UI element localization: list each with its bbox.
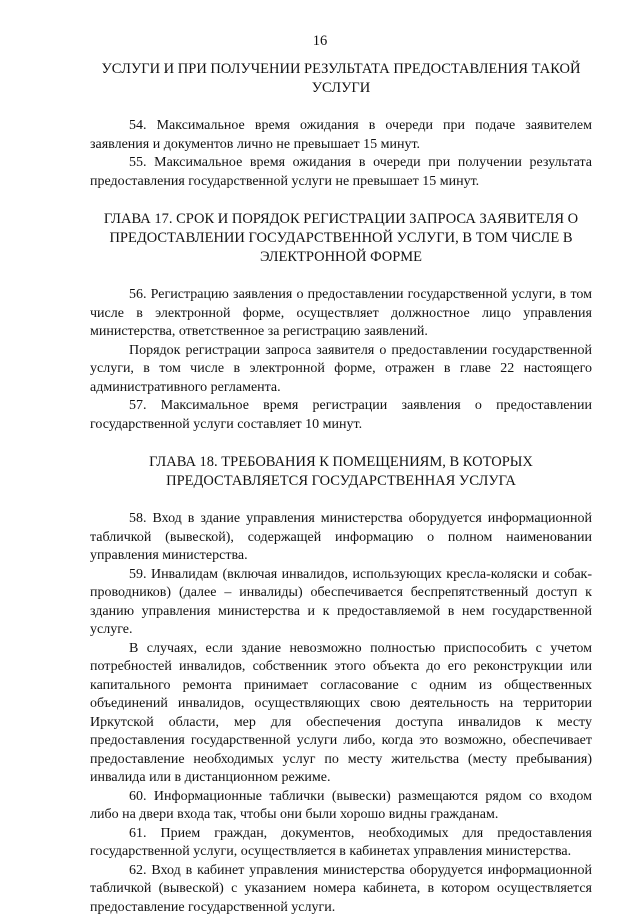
paragraph-59: 59. Инвалидам (включая инвалидов, использующих кресла-коляски и собак-проводников) (далее – инвалиды) обеспечивается беспрепятственный доступ к зданию управления министерства и к предоставляемой в нем государственной услуге.: [90, 566, 592, 640]
section-heading-continuation: УСЛУГИ И ПРИ ПОЛУЧЕНИИ РЕЗУЛЬТАТА ПРЕДОСТАВЛЕНИЯ ТАКОЙ УСЛУГИ: [90, 60, 592, 98]
paragraph-62: 62. Вход в кабинет управления министерства оборудуется информационной табличкой (вывеской) с указанием номера кабинета, в котором осуществляется предоставление государственной услуги.: [90, 862, 592, 917]
paragraph-60: 60. Информационные таблички (вывески) размещаются рядом со входом либо на двери входа так, чтобы они были хорошо видны гражданам.: [90, 788, 592, 825]
paragraph-accessibility-cases: В случаях, если здание невозможно полностью приспособить с учетом потребностей инвалидов, собственник этого объекта до его реконструкции или капитального ремонта принимает согласование с одним из общественных объединений инвалидов, осуществляющих свою деятельность на территории Иркутской области, мер для обеспечения доступа инвалидов к месту предоставления государственной услуги либо, когда это возможно, обеспечивает предоставление необходимых услуг по месту жительства (месту пребывания) инвалида или в дистанционном режиме.: [90, 640, 592, 788]
paragraph-56: 56. Регистрацию заявления о предоставлении государственной услуги, в том числе в электронной форме, осуществляет должностное лицо управления министерства, ответственное за регистрацию заявлений.: [90, 286, 592, 342]
chapter-17-heading: ГЛАВА 17. СРОК И ПОРЯДОК РЕГИСТРАЦИИ ЗАПРОСА ЗАЯВИТЕЛЯ О ПРЕДОСТАВЛЕНИИ ГОСУДАРСТВЕННОЙ УСЛУГИ, В ТОМ ЧИСЛЕ В ЭЛЕКТРОННОЙ ФОРМЕ: [90, 210, 592, 267]
paragraph-55: 55. Максимальное время ожидания в очереди при получении результата предоставления государственной услуги не превышает 15 минут.: [90, 154, 592, 191]
paragraph-61: 61. Прием граждан, документов, необходимых для предоставления государственной услуги, осуществляется в кабинетах управления министерства.: [90, 825, 592, 862]
page-content: [90, 60, 592, 917]
paragraph-54: 54. Максимальное время ожидания в очереди при подаче заявителем заявления и документов лично не превышает 15 минут.: [90, 117, 592, 154]
page-number: 16: [0, 32, 640, 50]
chapter-18-heading: ГЛАВА 18. ТРЕБОВАНИЯ К ПОМЕЩЕНИЯМ, В КОТОРЫХ ПРЕДОСТАВЛЯЕТСЯ ГОСУДАРСТВЕННАЯ УСЛУГА: [90, 453, 592, 491]
paragraph-registration-order: Порядок регистрации запроса заявителя о предоставлении государственной услуги, в том числе в электронной форме, отражен в главе 22 настоящего административного регламента.: [90, 342, 592, 398]
paragraph-58: 58. Вход в здание управления министерства оборудуется информационной табличкой (вывеской), содержащей информацию о полном наименовании управления министерства.: [90, 510, 592, 566]
paragraph-57: 57. Максимальное время регистрации заявления о предоставлении государственной услуги составляет 10 минут.: [90, 397, 592, 434]
